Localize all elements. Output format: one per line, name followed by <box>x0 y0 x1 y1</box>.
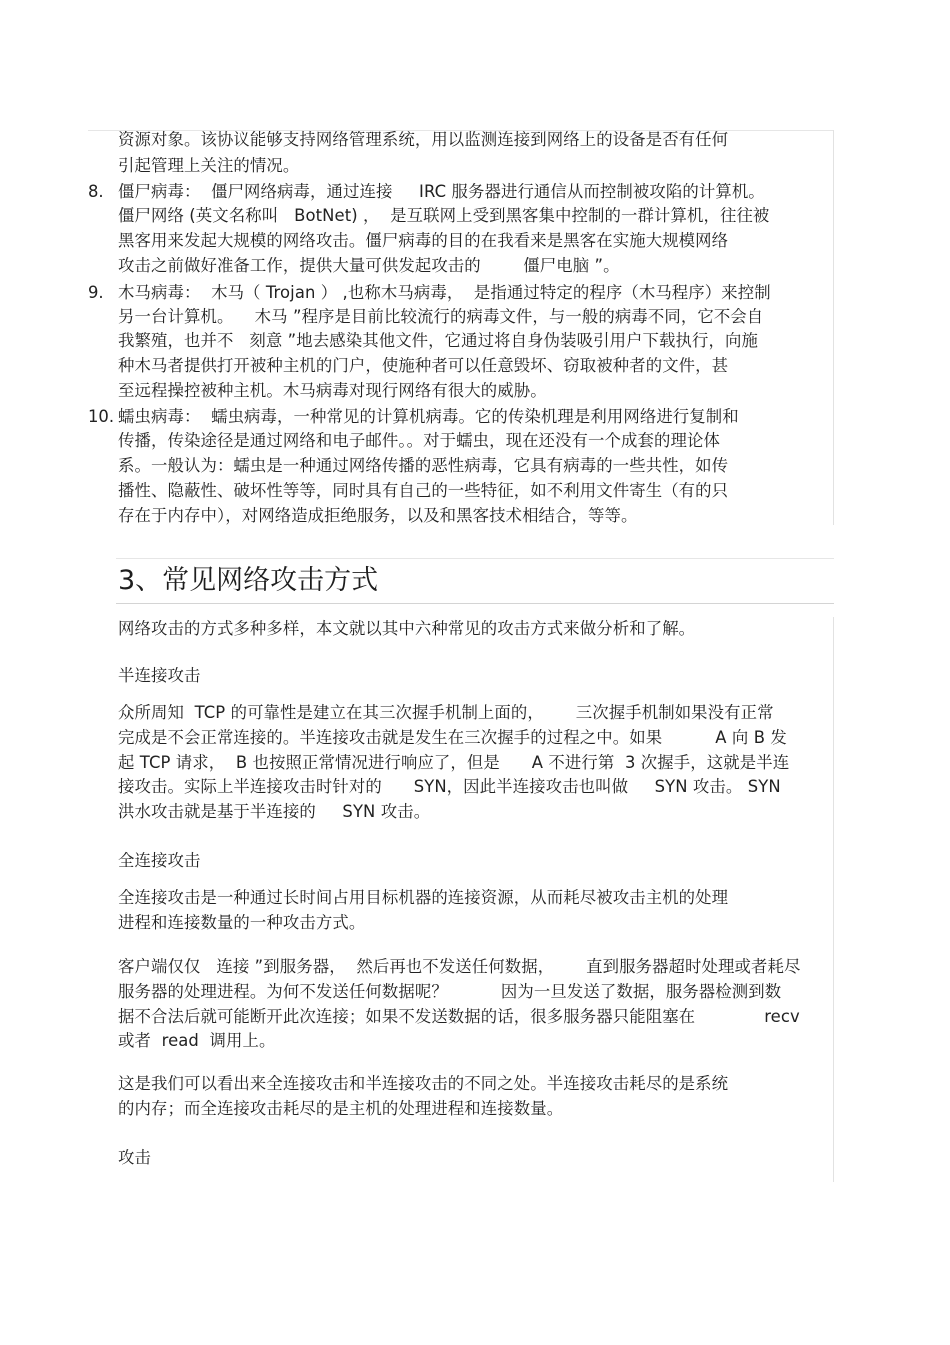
section-heading: 3、常见网络攻击方式 <box>118 565 379 596</box>
p1-line-3: 起 TCP 请求， B 也按照正常情况进行响应了，但是 A 不进行第 3 次握手，这就是半连 <box>118 753 790 772</box>
p1-line-5: 洪水攻击就是基于半连接的 SYN 攻击。 <box>118 802 431 821</box>
item8-line-4: 攻击之前做好准备工作，提供大量可供发起攻击的 僵尸电脑 ”。 <box>118 256 620 275</box>
p4-line-2: 的内存；而全连接攻击耗尽的是主机的处理进程和连接数量。 <box>118 1099 564 1118</box>
p3-line-3: 据不合法后就可能断开此次连接；如果不发送数据的话，很多服务器只能阻塞在 recv <box>118 1007 800 1026</box>
item10-line-4: 播性、隐蔽性、破坏性等等，同时具有自己的一些特征，如不利用文件寄生（有的只 <box>118 481 729 500</box>
subheading-attack: 攻击 <box>118 1148 151 1167</box>
item10-line-1: 蠕虫病毒： 蠕虫病毒，一种常见的计算机病毒。它的传染机理是利用网络进行复制和 <box>118 407 739 426</box>
item9-line-5: 至远程操控被种主机。木马病毒对现行网络有很大的威胁。 <box>118 381 547 400</box>
list-number-9: 9. <box>88 283 104 302</box>
frame-line-right-upper <box>833 130 834 525</box>
item10-line-2: 传播，传染途径是通过网络和电子邮件。。对于蠕虫，现在还没有一个成套的理论体 <box>118 431 720 450</box>
frame-line-right-lower <box>833 617 834 1182</box>
p2-line-2: 进程和连接数量的一种攻击方式。 <box>118 913 366 932</box>
item8-line-2: 僵尸网络 (英文名称叫 BotNet) ， 是互联网上受到黑客集中控制的一群计算机，往往被 <box>118 206 770 225</box>
p1-line-1: 众所周知 TCP 的可靠性是建立在其三次握手机制上面的， 三次握手机制如果没有正常 <box>118 703 774 722</box>
p4-line-1: 这是我们可以看出来全连接攻击和半连接攻击的不同之处。半连接攻击耗尽的是系统 <box>118 1074 729 1093</box>
item8-line-3: 黑客用来发起大规模的网络攻击。僵尸病毒的目的在我看来是黑客在实施大规模网络 <box>118 231 729 250</box>
list-number-8: 8. <box>88 182 104 201</box>
item8-line-1: 僵尸病毒： 僵尸网络病毒，通过连接 IRC 服务器进行通信从而控制被攻陷的计算机。 <box>118 182 765 201</box>
list-number-10: 10. <box>88 407 115 426</box>
item9-line-3: 我繁殖，也并不 刻意 ”地去感染其他文件，它通过将自身伪装吸引用户下载执行，向施 <box>118 331 758 350</box>
section-intro: 网络攻击的方式多种多样，本文就以其中六种常见的攻击方式来做分析和了解。 <box>118 619 696 638</box>
item9-line-2: 另一台计算机。 木马 ”程序是目前比较流行的病毒文件，与一般的病毒不同，它不会自 <box>118 307 764 326</box>
p1-line-2: 完成是不会正常连接的。半连接攻击就是发生在三次握手的过程之中。如果 A 向 B 发 <box>118 728 787 747</box>
subheading-half-connection: 半连接攻击 <box>118 666 201 685</box>
item10-line-3: 系。一般认为：蠕虫是一种通过网络传播的恶性病毒，它具有病毒的一些共性，如传 <box>118 456 729 475</box>
p3-line-2: 服务器的处理进程。为何不发送任何数据呢？ 因为一旦发送了数据，服务器检测到数 <box>118 982 782 1001</box>
p2-line-1: 全连接攻击是一种通过长时间占用目标机器的连接资源，从而耗尽被攻击主机的处理 <box>118 888 729 907</box>
item9-line-1: 木马病毒： 木马（ Trojan ） ,也称木马病毒， 是指通过特定的程序（木马程序）来控制 <box>118 283 771 302</box>
item10-line-5: 存在于内存中），对网络造成拒绝服务，以及和黑客技术相结合，等等。 <box>118 506 638 525</box>
item7-continuation-line-2: 引起管理上关注的情况。 <box>118 156 300 175</box>
subheading-full-connection: 全连接攻击 <box>118 851 201 870</box>
p1-line-4: 接攻击。实际上半连接攻击时针对的 SYN，因此半连接攻击也叫做 SYN 攻击。 SYN <box>118 777 781 796</box>
p3-line-1: 客户端仅仅 连接 ”到服务器， 然后再也不发送任何数据， 直到服务器超时处理或者耗尽 <box>118 957 801 976</box>
p3-line-4: 或者 read 调用上。 <box>118 1031 276 1050</box>
item7-continuation-line-1: 资源对象。该协议能够支持网络管理系统，用以监测连接到网络上的设备是否有任何 <box>118 130 729 149</box>
item9-line-4: 种木马者提供打开被种主机的门户，使施种者可以任意毁坏、窃取被种者的文件，甚 <box>118 356 729 375</box>
